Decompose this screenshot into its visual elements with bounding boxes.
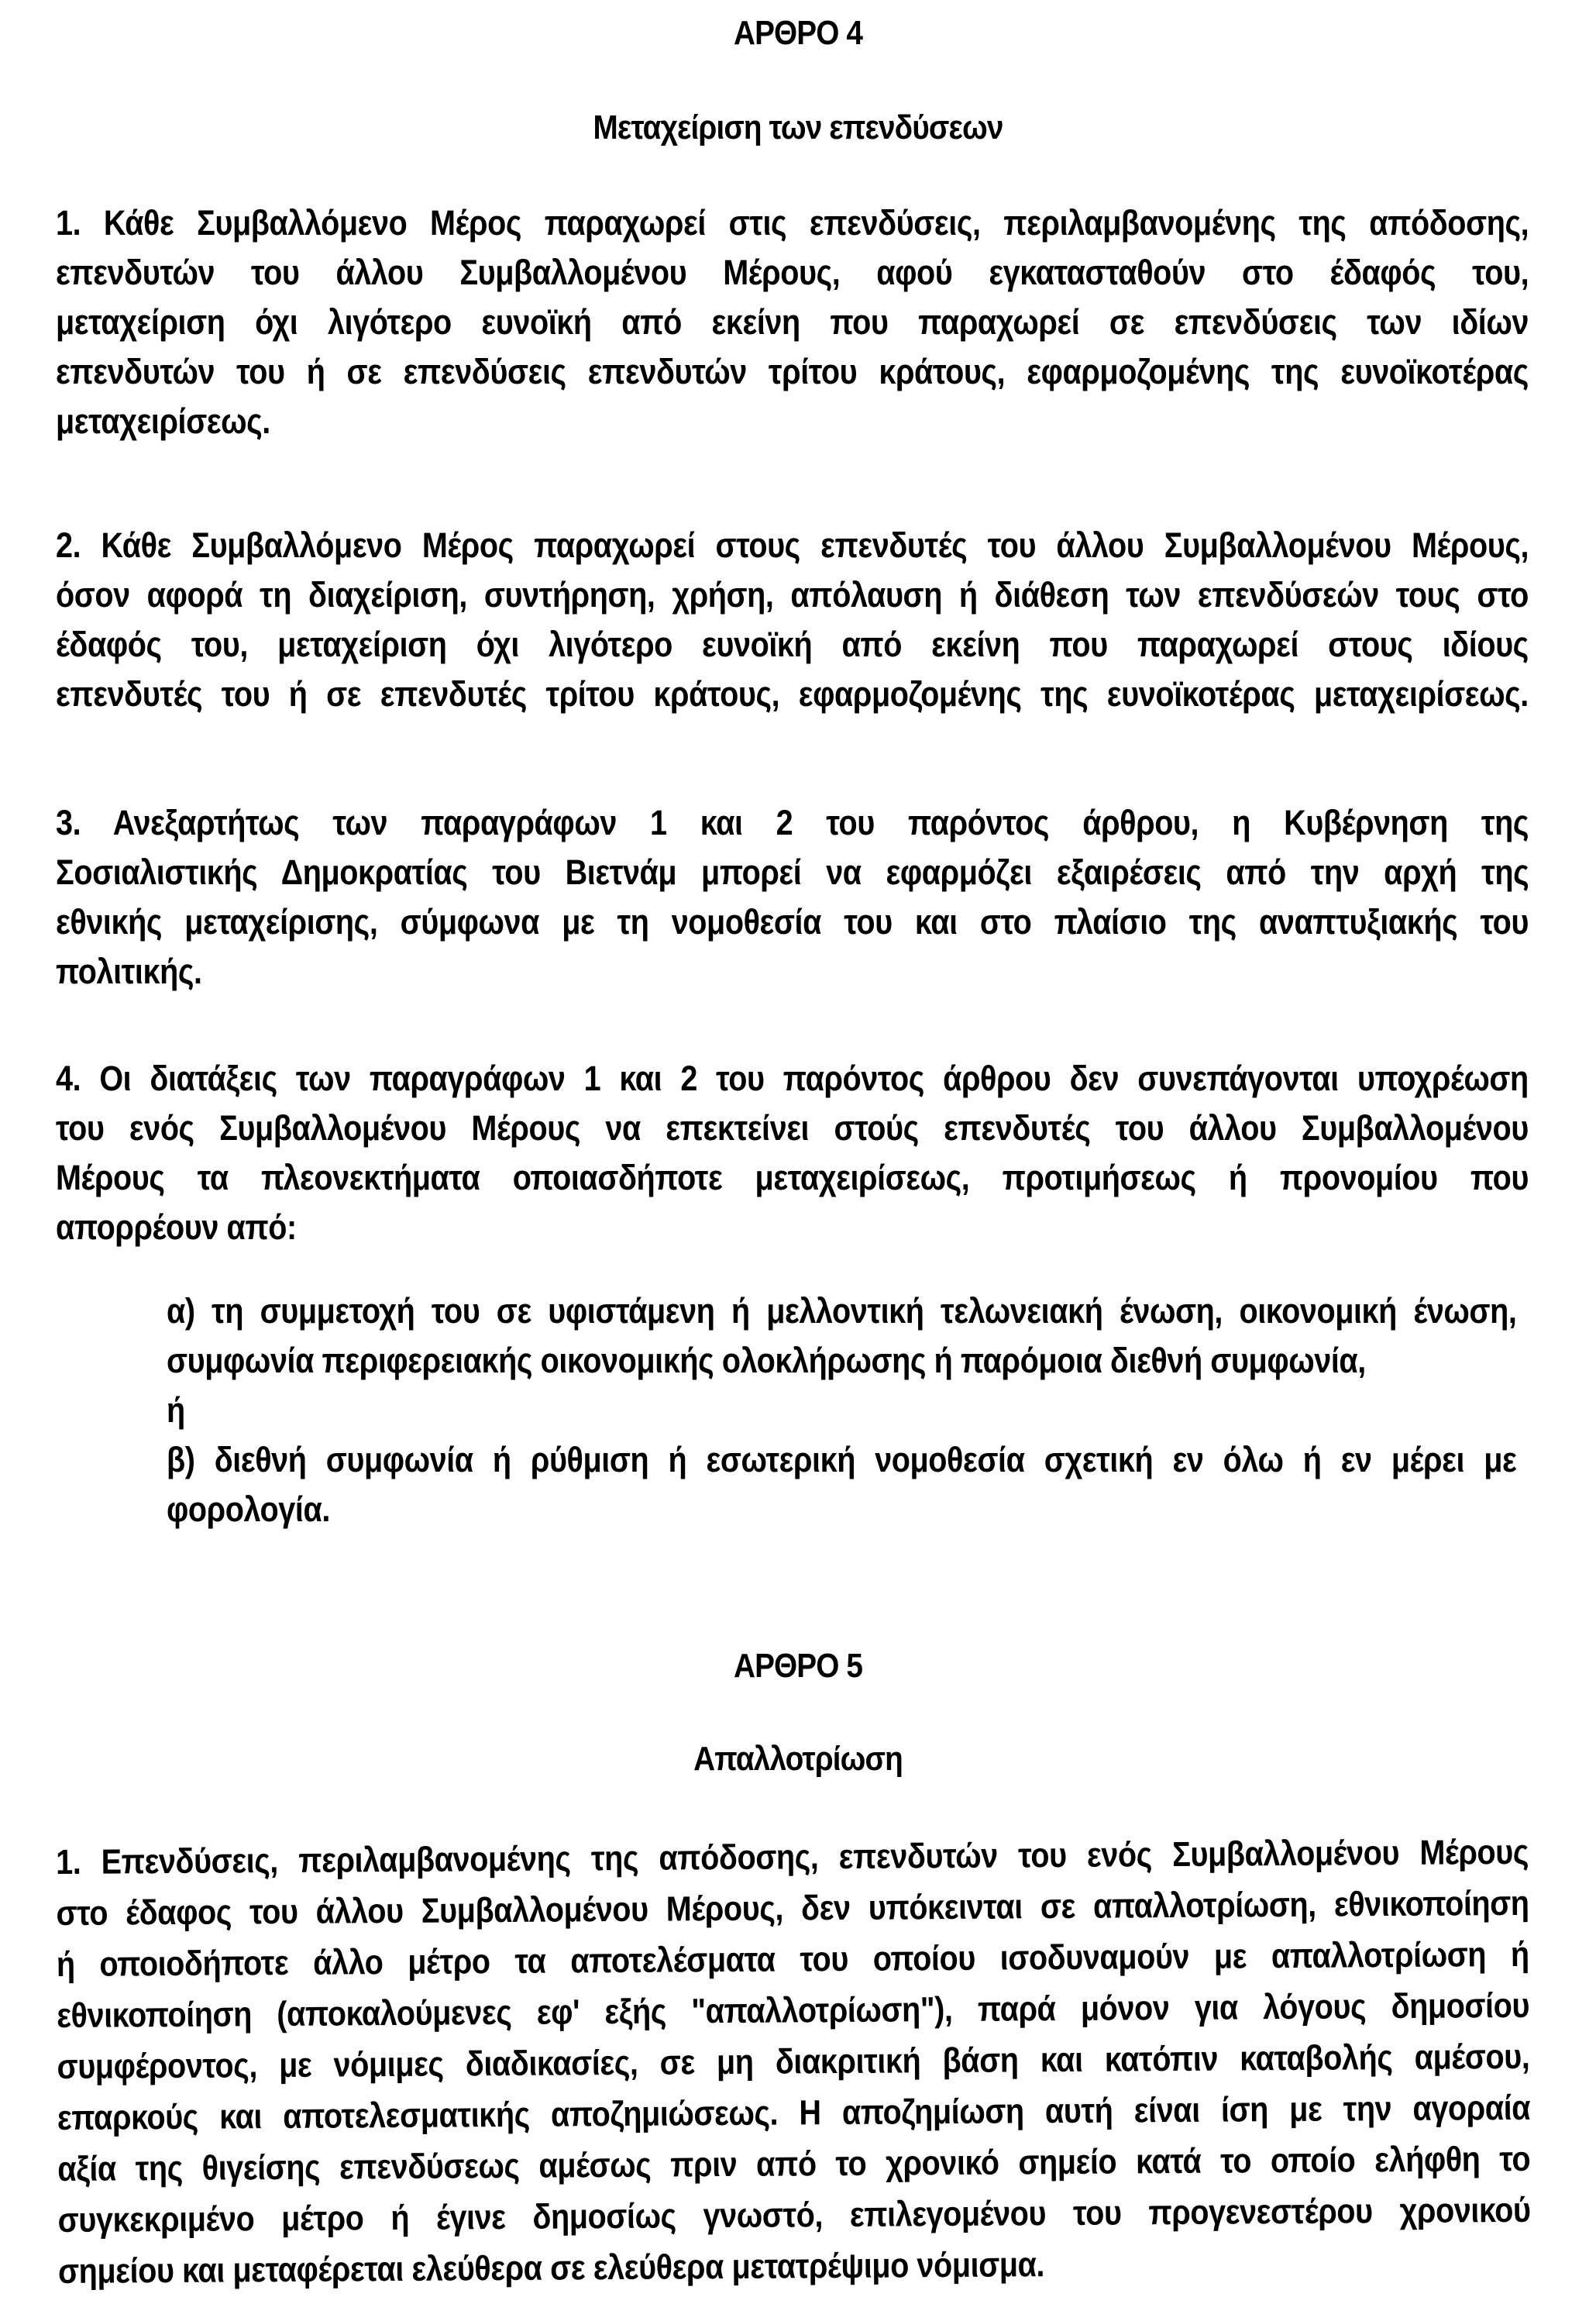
text-line: αξία της θιγείσης επενδύσεως αμέσως πριν από το χρονικό σημείο κατά το οποίο ελήφθη το xyxy=(57,2138,1531,2189)
text-line: εθνικής μεταχείρισης, σύμφωνα με τη νομοθεσία του και στο πλαίσιο της αναπτυξιακής του xyxy=(56,902,1529,942)
text-line: επενδυτές του ή σε επενδυτές τρίτου κράτους, εφαρμοζομένης της ευνοϊκοτέρας μεταχειρίσεως. xyxy=(56,674,1529,714)
text-line: 3. Ανεξαρτήτως των παραγράφων 1 και 2 του παρόντος άρθρου, η Κυβέρνηση της xyxy=(56,803,1529,842)
text-line: επενδυτών του άλλου Συμβαλλομένου Μέρους, αφού εγκατασταθούν στο έδαφός του, xyxy=(56,253,1529,292)
text-line: στο έδαφος του άλλου Συμβαλλομένου Μέρους, δεν υπόκεινται σε απαλλοτρίωση, εθνικοποίηση xyxy=(56,1882,1529,1933)
text-line: Σοσιαλιστικής Δημοκρατίας του Βιετνάμ μπορεί να εφαρμόζει εξαιρέσεις από την αρχή της xyxy=(56,852,1529,892)
text-line: συμφέροντος, με νόμιμες διαδικασίες, σε μη διακριτική βάση και κατόπιν καταβολής αμέσου, xyxy=(57,2036,1530,2086)
text-line: Μέρους τα πλεονεκτήματα οποιασδήποτε μεταχειρίσεως, προτιμήσεως ή προνομίου που xyxy=(56,1158,1529,1197)
text-line: 2. Κάθε Συμβαλλόμενο Μέρος παραχωρεί στους επενδυτές του άλλου Συμβαλλομένου Μέρους, xyxy=(56,525,1529,565)
article-4-paragraph-2 xyxy=(56,521,1529,719)
text-line: όσον αφορά τη διαχείριση, συντήρηση, χρήση, απόλαυση ή διάθεση των επενδύσεών τους στο xyxy=(56,575,1529,615)
text-line: έδαφός του, μεταχείριση όχι λιγότερο ευνοϊκή από εκείνη που παραχωρεί στους ιδίους xyxy=(56,625,1529,664)
text-line: συγκεκριμένο μέτρο ή έγινε δημοσίως γνωστό, επιλεγομένου του προγενεστέρου χρονικού xyxy=(57,2189,1531,2240)
text-line: επενδυτών του ή σε επενδύσεις επενδυτών τρίτου κράτους, εφαρμοζομένης της ευνοϊκοτέρας xyxy=(56,352,1529,391)
article-4-paragraph-3 xyxy=(56,798,1529,997)
text-line: συμφωνία περιφερειακής οικονομικής ολοκλήρωσης ή παρόμοια διεθνή συμφωνία, xyxy=(167,1341,1366,1380)
text-line: μεταχείριση όχι λιγότερο ευνοϊκή από εκείνη που παραχωρεί σε επενδύσεις των ιδίων xyxy=(56,302,1529,342)
text-line: σημείου και μεταφέρεται ελεύθερα σε ελεύθερα μετατρέψιμο νόμισμα. xyxy=(57,2244,1045,2291)
article-4-paragraph-1 xyxy=(56,198,1529,446)
text-line: 4. Οι διατάξεις των παραγράφων 1 και 2 του παρόντος άρθρου δεν συνεπάγονται υποχρέωση xyxy=(56,1059,1529,1098)
article-4-paragraph-4 xyxy=(56,1054,1529,1252)
text-line: του ενός Συμβαλλομένου Μέρους να επεκτείνει στούς επενδυτές του άλλου Συμβαλλομένου xyxy=(56,1108,1529,1148)
text-line: μεταχειρίσεως. xyxy=(56,401,270,441)
text-line: πολιτικής. xyxy=(56,952,202,991)
text-line: φορολογία. xyxy=(167,1489,330,1529)
article-5-heading: ΑΡΘΡΟ 5 xyxy=(734,1647,862,1685)
text-line: 1. Επενδύσεις, περιλαμβανομένης της απόδοσης, επενδυτών του ενός Συμβαλλομένου Μέρους xyxy=(56,1831,1529,1882)
article-5-title: Απαλλοτρίωση xyxy=(693,1740,903,1778)
text-line: εθνικοποίηση (αποκαλούμενες εφ' εξής "απαλλοτρίωση"), παρά μόνον για λόγους δημοσίου xyxy=(57,1985,1530,2035)
subitem-beta: β) διεθνή συμφωνία ή ρύθμιση ή εσωτερική νομοθεσία σχετική εν όλω ή εν μέρει με xyxy=(167,1440,1517,1479)
text-line: απορρέουν από: xyxy=(56,1207,297,1247)
text-line: ή οποιοδήποτε άλλο μέτρο τα αποτελέσματα του οποίου ισοδυναμούν με απαλλοτρίωση ή xyxy=(56,1934,1529,1984)
subitem-or: ή xyxy=(167,1390,185,1430)
text-line: επαρκούς και αποτελεσματικής αποζημιώσεως. Η αποζημίωση αυτή είναι ίση με την αγοραία xyxy=(57,2087,1531,2137)
article-5-paragraph-1 xyxy=(56,1827,1531,2297)
article-4-title: Μεταχείριση των επενδύσεων xyxy=(593,108,1003,146)
subitem-alpha: α) τη συμμετοχή του σε υφιστάμενη ή μελλοντική τελωνειακή ένωση, οικονομική ένωση, xyxy=(167,1291,1517,1331)
text-line: 1. Κάθε Συμβαλλόμενο Μέρος παραχωρεί στις επενδύσεις, περιλαμβανομένης της απόδοσης, xyxy=(56,203,1529,243)
article-4-heading: ΑΡΘΡΟ 4 xyxy=(734,14,862,52)
article-4-subitems xyxy=(167,1286,1516,1534)
